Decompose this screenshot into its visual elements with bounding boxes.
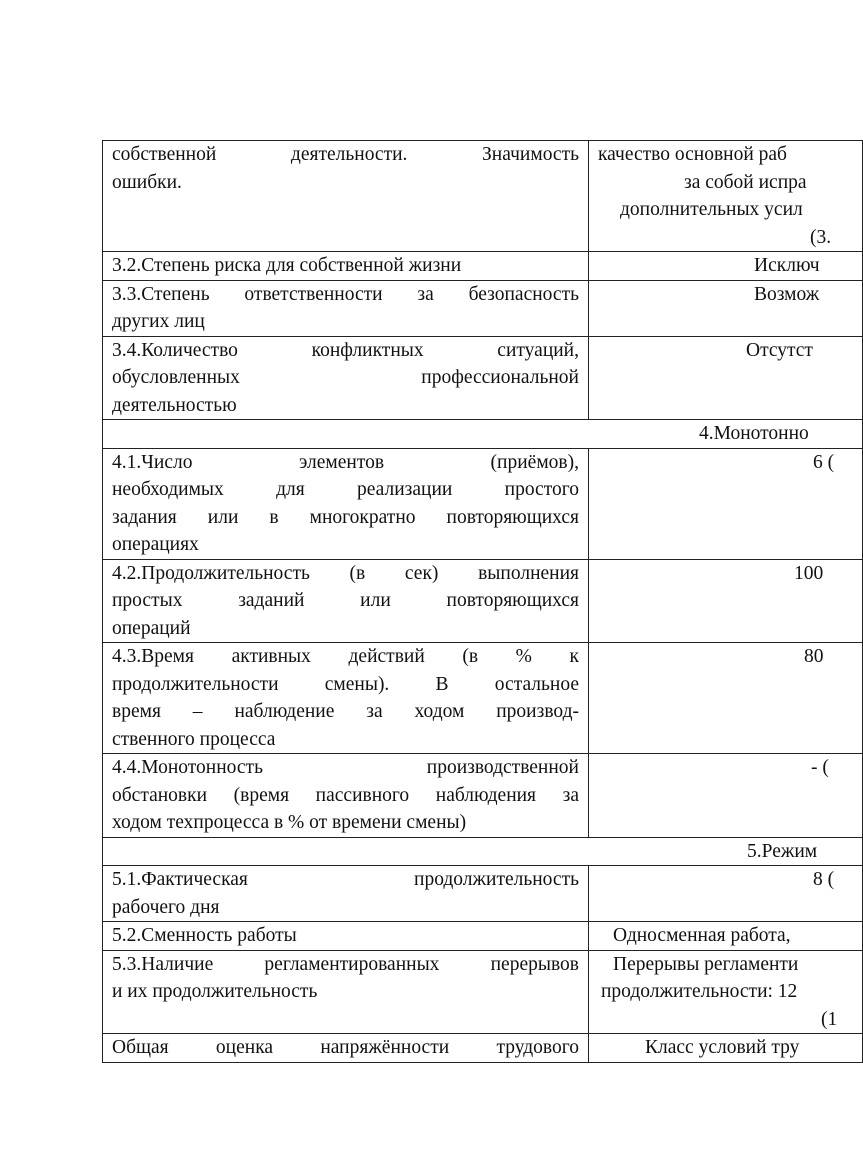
table-row bbox=[103, 559, 863, 643]
row-label: 4.3.Время активных действий (в % к продолжительности смены). В остальное время – наблюдение за ходом производ- ственного процесса bbox=[103, 643, 589, 754]
table-row bbox=[103, 252, 863, 281]
row-value: 8 ( bbox=[589, 866, 863, 922]
row-label: 3.2.Степень риска для собственной жизни bbox=[103, 252, 589, 281]
row-value: - ( bbox=[589, 754, 863, 838]
row-value: 6 ( bbox=[589, 448, 863, 559]
table-row bbox=[103, 280, 863, 336]
row-value: Перерывы регламенти продолжительности: 12 (1 bbox=[589, 950, 863, 1034]
row-label: 3.3.Степень ответственности за безопасность других лиц bbox=[103, 280, 589, 336]
row-value: 80 bbox=[589, 643, 863, 754]
table-row bbox=[103, 643, 863, 754]
section-row bbox=[103, 837, 863, 866]
table-row bbox=[103, 1034, 863, 1063]
table-row bbox=[103, 754, 863, 838]
row-value: Класс условий тру bbox=[589, 1034, 863, 1063]
table-row bbox=[103, 922, 863, 951]
row-value: Исключ bbox=[589, 252, 863, 281]
row-value: качество основной раб за собой испра дополнительных усил (3. bbox=[589, 141, 863, 252]
row-value: 100 bbox=[589, 559, 863, 643]
row-label: 5.1.Фактическая продолжительность рабочего дня bbox=[103, 866, 589, 922]
row-label: 4.2.Продолжительность (в сек) выполнения простых заданий или повторяющихся операций bbox=[103, 559, 589, 643]
row-value: Отсутст bbox=[589, 336, 863, 420]
table-row bbox=[103, 336, 863, 420]
row-label: 4.4.Монотонность производственной обстановки (время пассивного наблюдения за ходом техпроцесса в % от времени смены) bbox=[103, 754, 589, 838]
row-label: собственной деятельности. Значимость ошибки. bbox=[103, 141, 589, 252]
row-value: Возмож bbox=[589, 280, 863, 336]
row-label: 4.1.Число элементов (приёмов), необходимых для реализации простого задания или в многократно повторяющихся операциях bbox=[103, 448, 589, 559]
section-title: 4.Монотонно bbox=[103, 420, 863, 449]
row-value: Односменная работа, bbox=[589, 922, 863, 951]
section-title: 5.Режим bbox=[103, 837, 863, 866]
row-label: 5.3.Наличие регламентированных перерывов и их продолжительность bbox=[103, 950, 589, 1034]
table-row bbox=[103, 950, 863, 1034]
row-label: 5.2.Сменность работы bbox=[103, 922, 589, 951]
row-label: 3.4.Количество конфликтных ситуаций, обусловленных профессиональной деятельностью bbox=[103, 336, 589, 420]
table-row bbox=[103, 141, 863, 252]
conditions-table bbox=[102, 140, 863, 1063]
section-row bbox=[103, 420, 863, 449]
table-row bbox=[103, 866, 863, 922]
row-label: Общая оценка напряжённости трудового bbox=[103, 1034, 589, 1063]
table-row bbox=[103, 448, 863, 559]
